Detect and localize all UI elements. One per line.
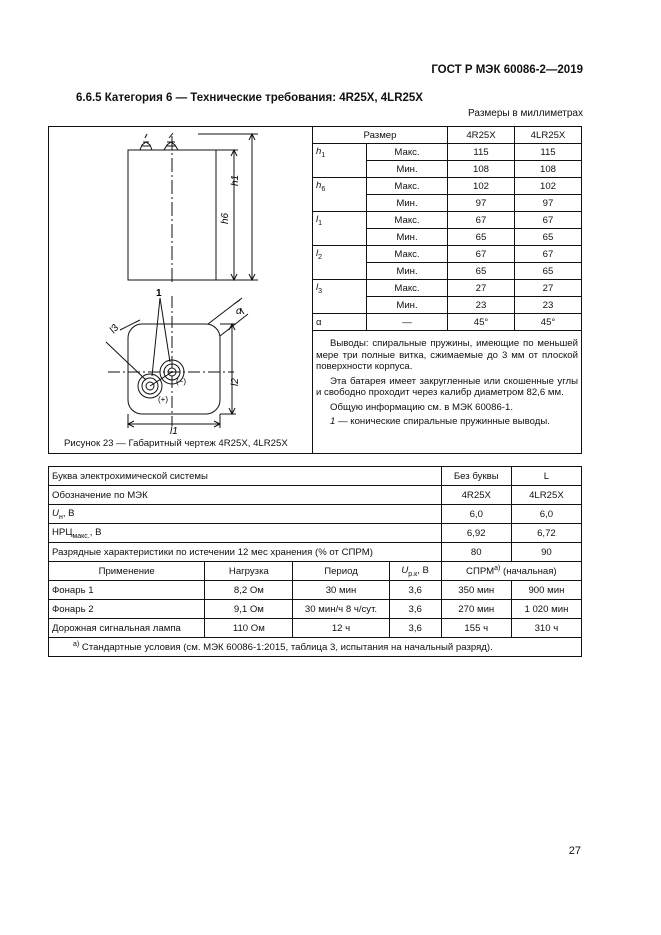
header-sprm-main: СПРМ [466,566,495,578]
dim-value-4r25x: 65 [448,263,515,280]
dim-value-4r25x: 102 [448,178,515,195]
dim-param-sub: 6 [321,185,326,193]
dim-value-4r25x: 67 [448,212,515,229]
spec-label: Обозначение по МЭК [49,486,442,505]
dim-value-4lr25x: 23 [515,297,582,314]
dim-param [313,144,367,178]
dim-value-4lr25x: 27 [515,280,582,297]
dim-range: Мин. [367,297,448,314]
label-l2: l2 [230,378,241,386]
app-voltage: 3,6 [389,619,441,638]
app-voltage: 3,6 [389,600,441,619]
dim-range: Мин. [367,161,448,178]
spec-row [49,486,582,505]
app-sprm-4r25x: 270 мин [441,600,511,619]
dim-value-4lr25x: 67 [515,212,582,229]
header-sprm-sup: a) [494,564,501,572]
dim-value-4r25x: 65 [448,229,515,246]
units-note: Размеры в миллиметрах [468,108,583,119]
dim-range: Макс. [367,246,448,263]
spec-row [49,524,582,543]
header-application: Применение [49,562,205,581]
spec-value-4r25x: 4R25X [441,486,511,505]
app-load: 110 Ом [205,619,293,638]
dim-param-sub: 2 [318,253,323,261]
dim-row-alpha [313,314,582,331]
spec-label-sub: н [58,513,63,521]
figure-notes [316,338,578,431]
application-row [49,581,582,600]
dim-range: Мин. [367,195,448,212]
spec-label: Буква электрохимической системы [49,467,442,486]
spec-value-4lr25x: 6,72 [511,524,581,543]
app-sprm-4lr25x: 900 мин [511,581,581,600]
spec-table [48,466,582,657]
note-general: Общую информацию см. в МЭК 60086-1. [330,401,513,413]
header-period: Период [293,562,389,581]
label-h6: h6 [220,212,231,224]
dim-param-main: l [316,282,319,293]
header-voltage-sub: р.к [408,570,418,578]
spec-value-4lr25x: 6,0 [511,505,581,524]
app-load: 9,1 Ом [205,600,293,619]
app-period: 30 мин [293,581,389,600]
spec-value-4r25x: 6,0 [441,505,511,524]
header-sprm-rest: (начальная) [500,566,557,578]
spec-label [49,505,442,524]
app-sprm-4r25x: 350 мин [441,581,511,600]
dim-value-4r25x: 97 [448,195,515,212]
dim-value-4r25x: 108 [448,161,515,178]
dim-range: — [367,314,448,331]
label-h1: h1 [230,174,241,186]
spec-label-main: НРЦ [52,526,73,538]
dimension-drawing [48,126,312,436]
dim-range: Макс. [367,280,448,297]
application-row [49,619,582,638]
app-sprm-4r25x: 155 ч [441,619,511,638]
header-sprm [441,562,581,581]
dim-value-4r25x: 45° [448,314,515,331]
header-size: Размер [313,127,448,144]
spec-label: Разрядные характеристики по истечении 12 мес хранения (% от СПРМ) [49,543,442,562]
dim-value-4lr25x: 102 [515,178,582,195]
dimension-table [312,126,582,331]
figure-caption: Рисунок 23 — Габаритный чертеж 4R25X, 4LR25X [64,438,288,449]
header-4lr25x: 4LR25X [515,127,582,144]
header-voltage-rest: , В [417,564,429,576]
dim-param-sub: 3 [318,287,323,295]
header-load: Нагрузка [205,562,293,581]
dim-param: α [313,314,367,331]
note-key-number: 1 [330,416,336,427]
standard-header: ГОСТ Р МЭК 60086-2—2019 [431,64,583,76]
spec-label-rest: , В [89,526,102,538]
dim-value-4lr25x: 67 [515,246,582,263]
dim-range: Макс. [367,212,448,229]
app-sprm-4lr25x: 310 ч [511,619,581,638]
dim-value-4r25x: 27 [448,280,515,297]
spec-row [49,467,582,486]
spec-value-4r25x: 6,92 [441,524,511,543]
dim-value-4lr25x: 108 [515,161,582,178]
dim-row-max [313,144,582,161]
page-number: 27 [568,845,581,857]
footnote-text: Стандартные условия (см. МЭК 60086-1:2015, таблица 3, испытания на начальный разряд). [79,642,493,654]
dim-value-4r25x: 67 [448,246,515,263]
spec-value-4lr25x: 90 [511,543,581,562]
dim-range: Мин. [367,229,448,246]
spec-value-4r25x: Без буквы [441,467,511,486]
spec-label [49,524,442,543]
dim-param-main: h [316,180,322,191]
header-voltage [389,562,441,581]
dim-param [313,178,367,212]
dim-row-max [313,246,582,263]
footnote-mark: a) [73,640,80,648]
dim-range: Мин. [367,263,448,280]
dim-value-4lr25x: 65 [515,229,582,246]
dim-value-4lr25x: 45° [515,314,582,331]
section-title: 6.6.5 Категория 6 — Технические требования: 4R25X, 4LR25X [76,92,423,104]
spec-row [49,505,582,524]
spec-label-sub: макс. [72,532,90,540]
note-terminals: Выводы: спиральные пружины, имеющие по меньшей мере три полные витка, сжимаемые до 3 мм от плоской поверхности корпуса. [316,338,578,372]
app-voltage: 3,6 [389,581,441,600]
note-key-text: — конические спиральные пружинные выводы. [335,416,550,427]
spec-label-rest: , В [62,507,75,519]
app-name: Фонарь 1 [49,581,205,600]
footnote-row [49,638,582,657]
app-period: 30 мин/ч 8 ч/сут. [293,600,389,619]
spec-value-4r25x: 80 [441,543,511,562]
dim-range: Макс. [367,178,448,195]
dim-value-4lr25x: 97 [515,195,582,212]
app-period: 12 ч [293,619,389,638]
spring-terminal-left [140,134,152,150]
dim-row-max [313,212,582,229]
dim-param [313,246,367,280]
app-sprm-4lr25x: 1 020 мин [511,600,581,619]
label-alpha: α [236,306,242,317]
application-header-row [49,562,582,581]
app-name: Дорожная сигнальная лампа [49,619,205,638]
application-row [49,600,582,619]
dim-value-4r25x: 23 [448,297,515,314]
note-key [316,416,578,428]
header-4r25x: 4R25X [448,127,515,144]
spec-value-4lr25x: L [511,467,581,486]
label-l1: l1 [170,426,178,436]
app-name: Фонарь 2 [49,600,205,619]
label-l3: l3 [107,322,122,336]
dim-param [313,280,367,314]
dim-param-sub: 1 [321,151,326,159]
spec-label-main: U [52,507,59,519]
label-terminal-1: 1 [156,288,162,299]
dim-row-max [313,178,582,195]
dim-value-4r25x: 115 [448,144,515,161]
note-gauge: Эта батарея имеет закругленные или скошенные углы и свободно проходит через калибр диаметром 82,6 мм. [316,375,578,398]
dim-param-main: l [316,248,319,259]
app-load: 8,2 Ом [205,581,293,600]
dim-value-4lr25x: 115 [515,144,582,161]
spec-value-4lr25x: 4LR25X [511,486,581,505]
dim-param [313,212,367,246]
dim-param-main: h [316,146,322,157]
footnote [49,638,582,657]
header-voltage-main: U [401,564,409,576]
dim-param-sub: 1 [318,219,323,227]
dim-value-4lr25x: 65 [515,263,582,280]
spring-terminal-right [164,133,178,150]
label-minus: (−) [176,377,186,386]
dim-range: Макс. [367,144,448,161]
dim-param-main: l [316,214,319,225]
dim-row-max [313,280,582,297]
spec-row [49,543,582,562]
label-plus: (+) [158,395,168,404]
